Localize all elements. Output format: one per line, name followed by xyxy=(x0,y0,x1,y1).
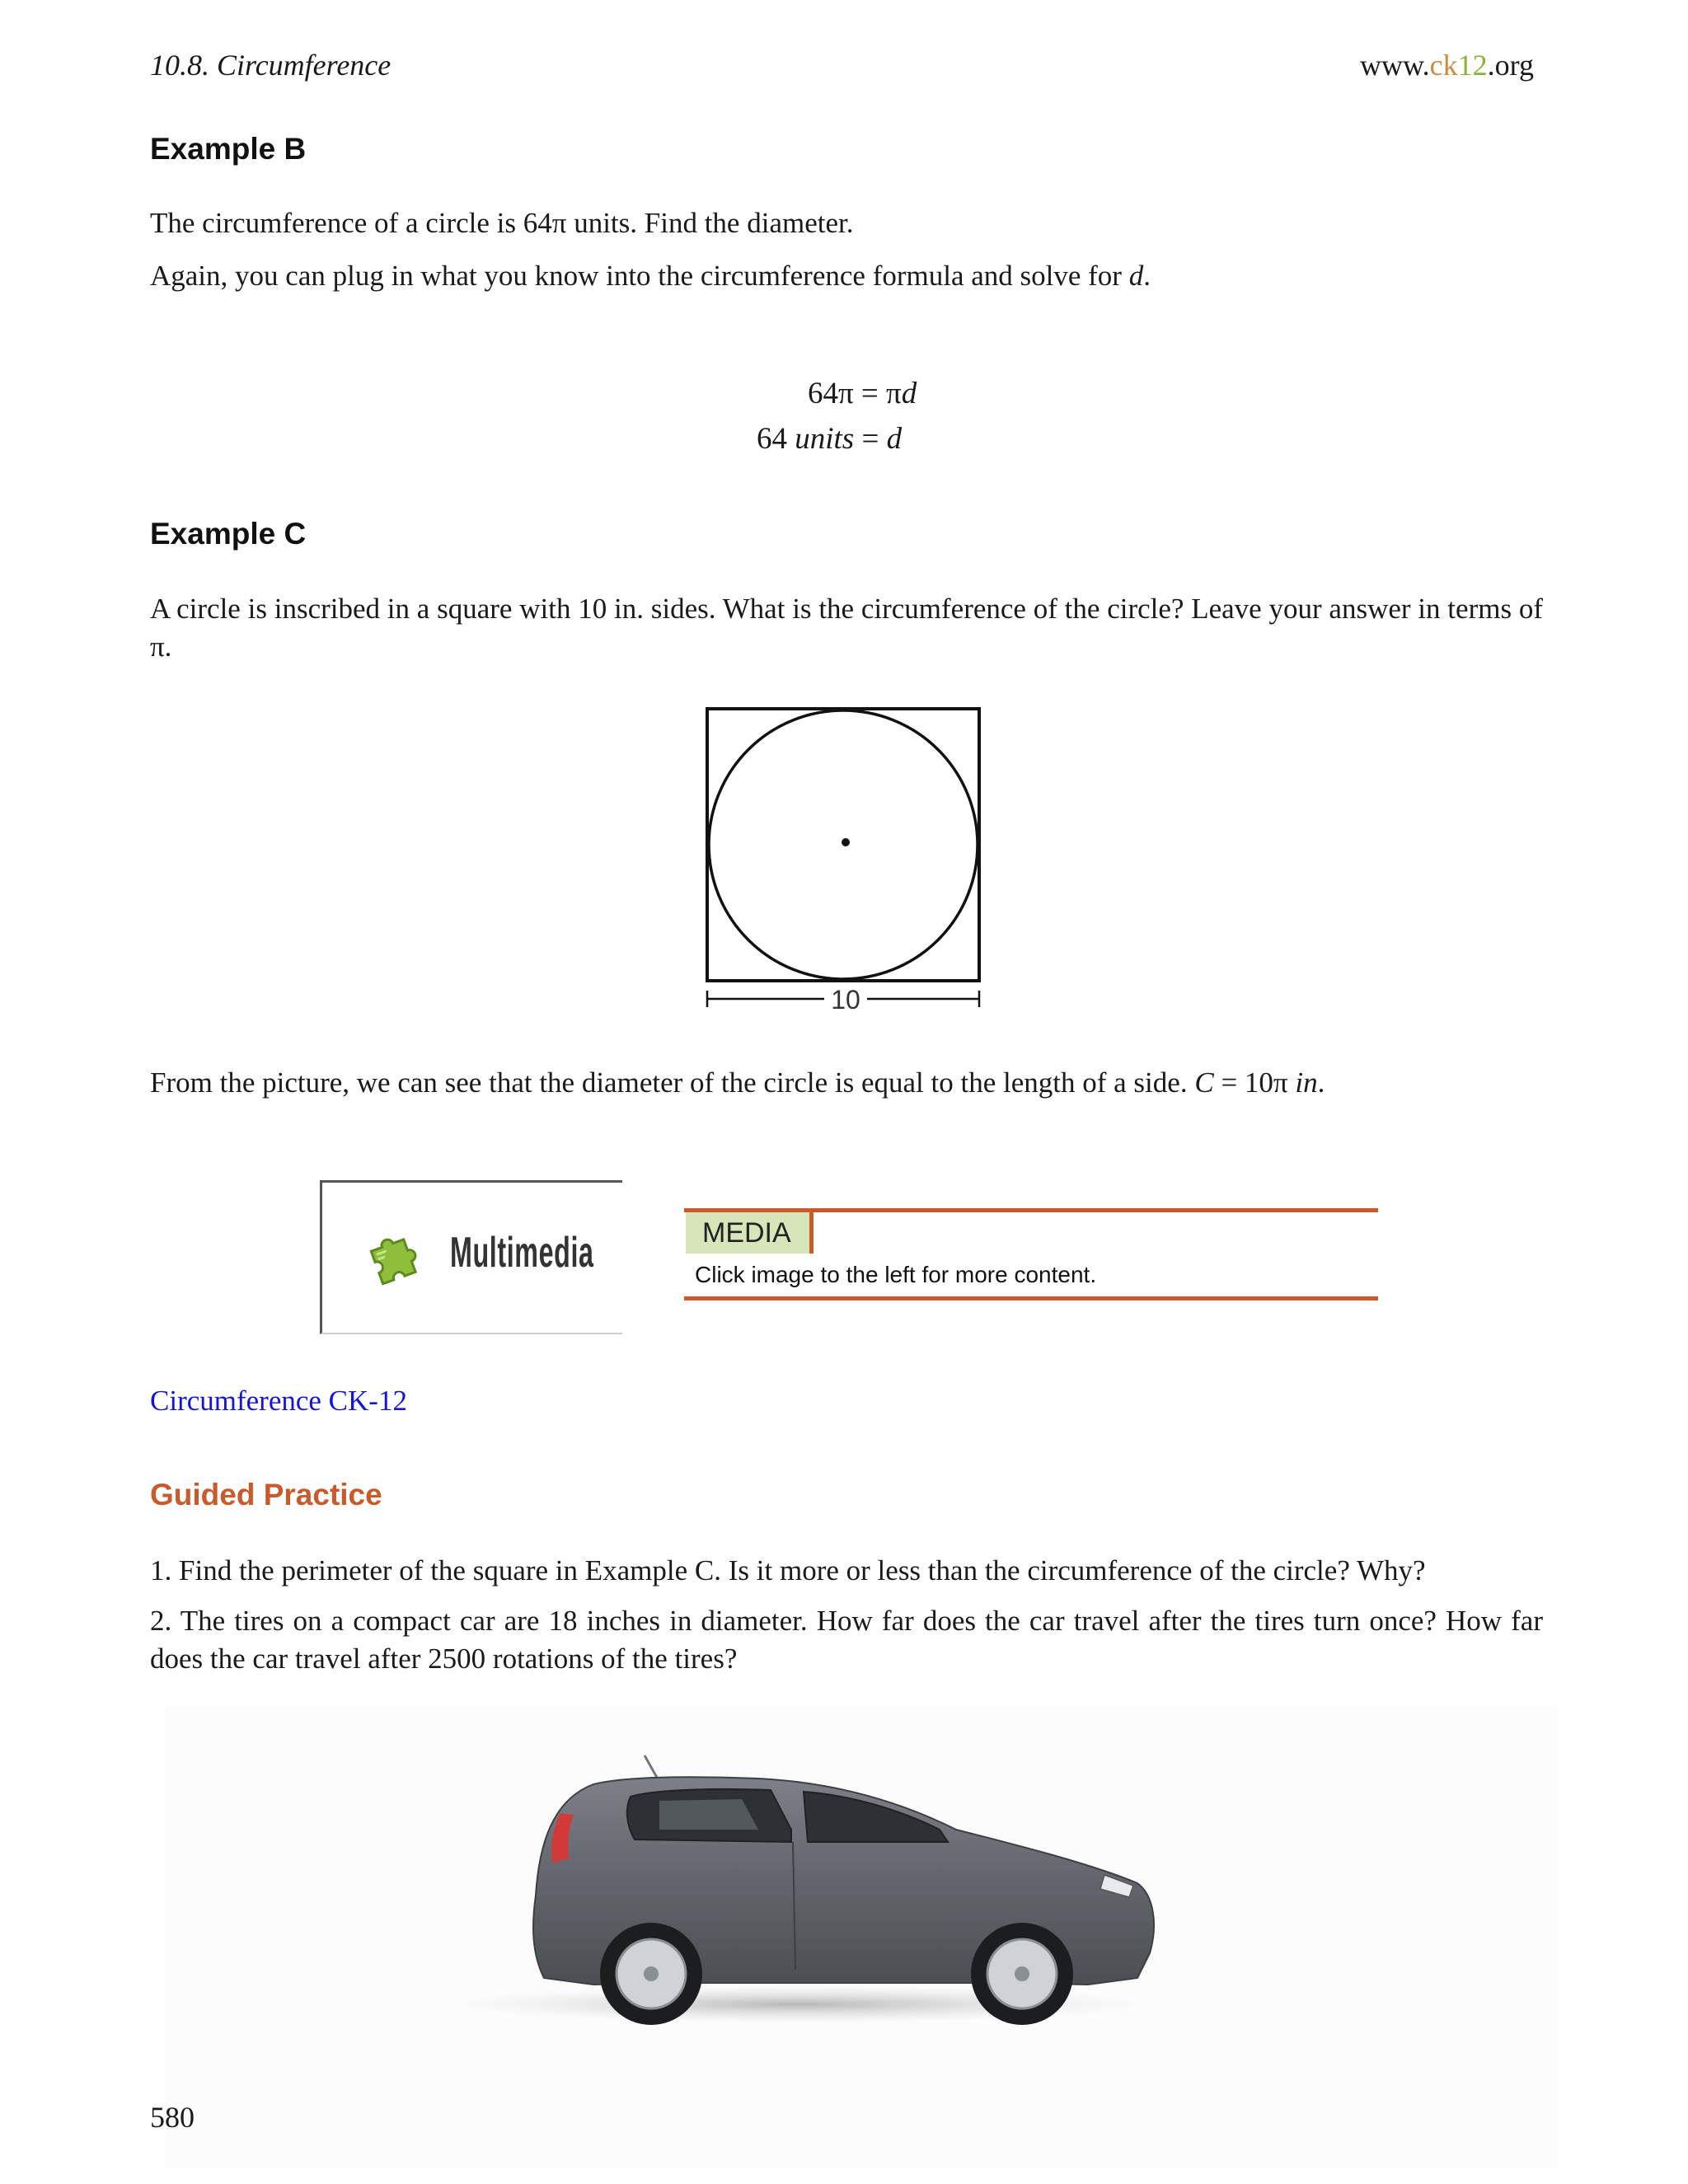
example-c-heading: Example C xyxy=(150,517,307,551)
puzzle-piece-icon xyxy=(362,1226,428,1291)
instruction-text: Again, you can plug in what you know into the circumference formula and solve for xyxy=(150,260,1129,292)
guided-practice-heading: Guided Practice xyxy=(150,1478,382,1511)
answer-eq: = 10π xyxy=(1213,1066,1296,1099)
answer-end: . xyxy=(1317,1066,1325,1099)
instruction-var: d xyxy=(1128,260,1144,292)
answer-text: From the picture, we can see that the diameter of the circle is equal to the length of a side. xyxy=(150,1066,1195,1099)
media-box xyxy=(684,1208,1378,1301)
eq1-left: 64π = π xyxy=(808,377,902,410)
example-b-heading: Example B xyxy=(150,132,307,166)
multimedia-thumbnail[interactable] xyxy=(320,1180,622,1334)
eq2-eq: = xyxy=(854,422,887,456)
example-b-instruction xyxy=(150,257,1151,295)
car-window-reflection xyxy=(659,1799,758,1830)
compact-car-illustration xyxy=(165,1706,1558,2168)
answer-var: C xyxy=(1194,1066,1214,1099)
media-bottom-rule xyxy=(684,1296,1378,1301)
eq1-var: d xyxy=(901,377,917,410)
example-b-problem: The circumference of a circle is 64π units. Find the diameter. xyxy=(150,207,854,239)
running-head-site[interactable] xyxy=(1360,48,1534,82)
example-c-answer xyxy=(150,1064,1325,1102)
site-prefix: www. xyxy=(1360,49,1430,82)
site-12: 12 xyxy=(1457,49,1488,82)
site-suffix: .org xyxy=(1487,49,1534,82)
equation-line-2 xyxy=(757,421,902,457)
circumference-link[interactable]: Circumference CK-12 xyxy=(150,1385,407,1417)
page-number: 580 xyxy=(150,2101,195,2134)
dimension-label: 10 xyxy=(831,985,860,1015)
equation-line-1 xyxy=(808,376,917,411)
eq2-var: d xyxy=(886,422,903,456)
site-ck: ck xyxy=(1429,49,1458,82)
media-label: MEDIA xyxy=(686,1212,814,1254)
answer-unit: in xyxy=(1295,1066,1318,1099)
example-c-problem: A circle is inscribed in a square with 10 in. sides. What is the circumference of the circle? Leave your answer in terms of π. xyxy=(150,593,1543,663)
media-caption: Click image to the left for more content. xyxy=(695,1262,1097,1287)
multimedia-label: Multimedia xyxy=(450,1229,594,1277)
instruction-end: . xyxy=(1143,260,1151,292)
guided-practice-q1: 1. Find the perimeter of the square in Example C. Is it more or less than the circumference of the circle? Why? xyxy=(150,1554,1426,1586)
rear-wheel-hub xyxy=(644,1966,659,1981)
center-point xyxy=(842,838,850,846)
running-head-section: 10.8. Circumference xyxy=(150,49,392,82)
inscribed-circle-figure xyxy=(692,692,989,1022)
eq2-units: units xyxy=(795,422,855,456)
guided-practice-q2: 2. The tires on a compact car are 18 inches in diameter. How far does the car travel after the tires turn once? How far does the car travel after 2500 rotations of the tires? xyxy=(150,1605,1543,1675)
front-wheel-hub xyxy=(1015,1966,1029,1981)
eq2-num: 64 xyxy=(757,422,795,456)
